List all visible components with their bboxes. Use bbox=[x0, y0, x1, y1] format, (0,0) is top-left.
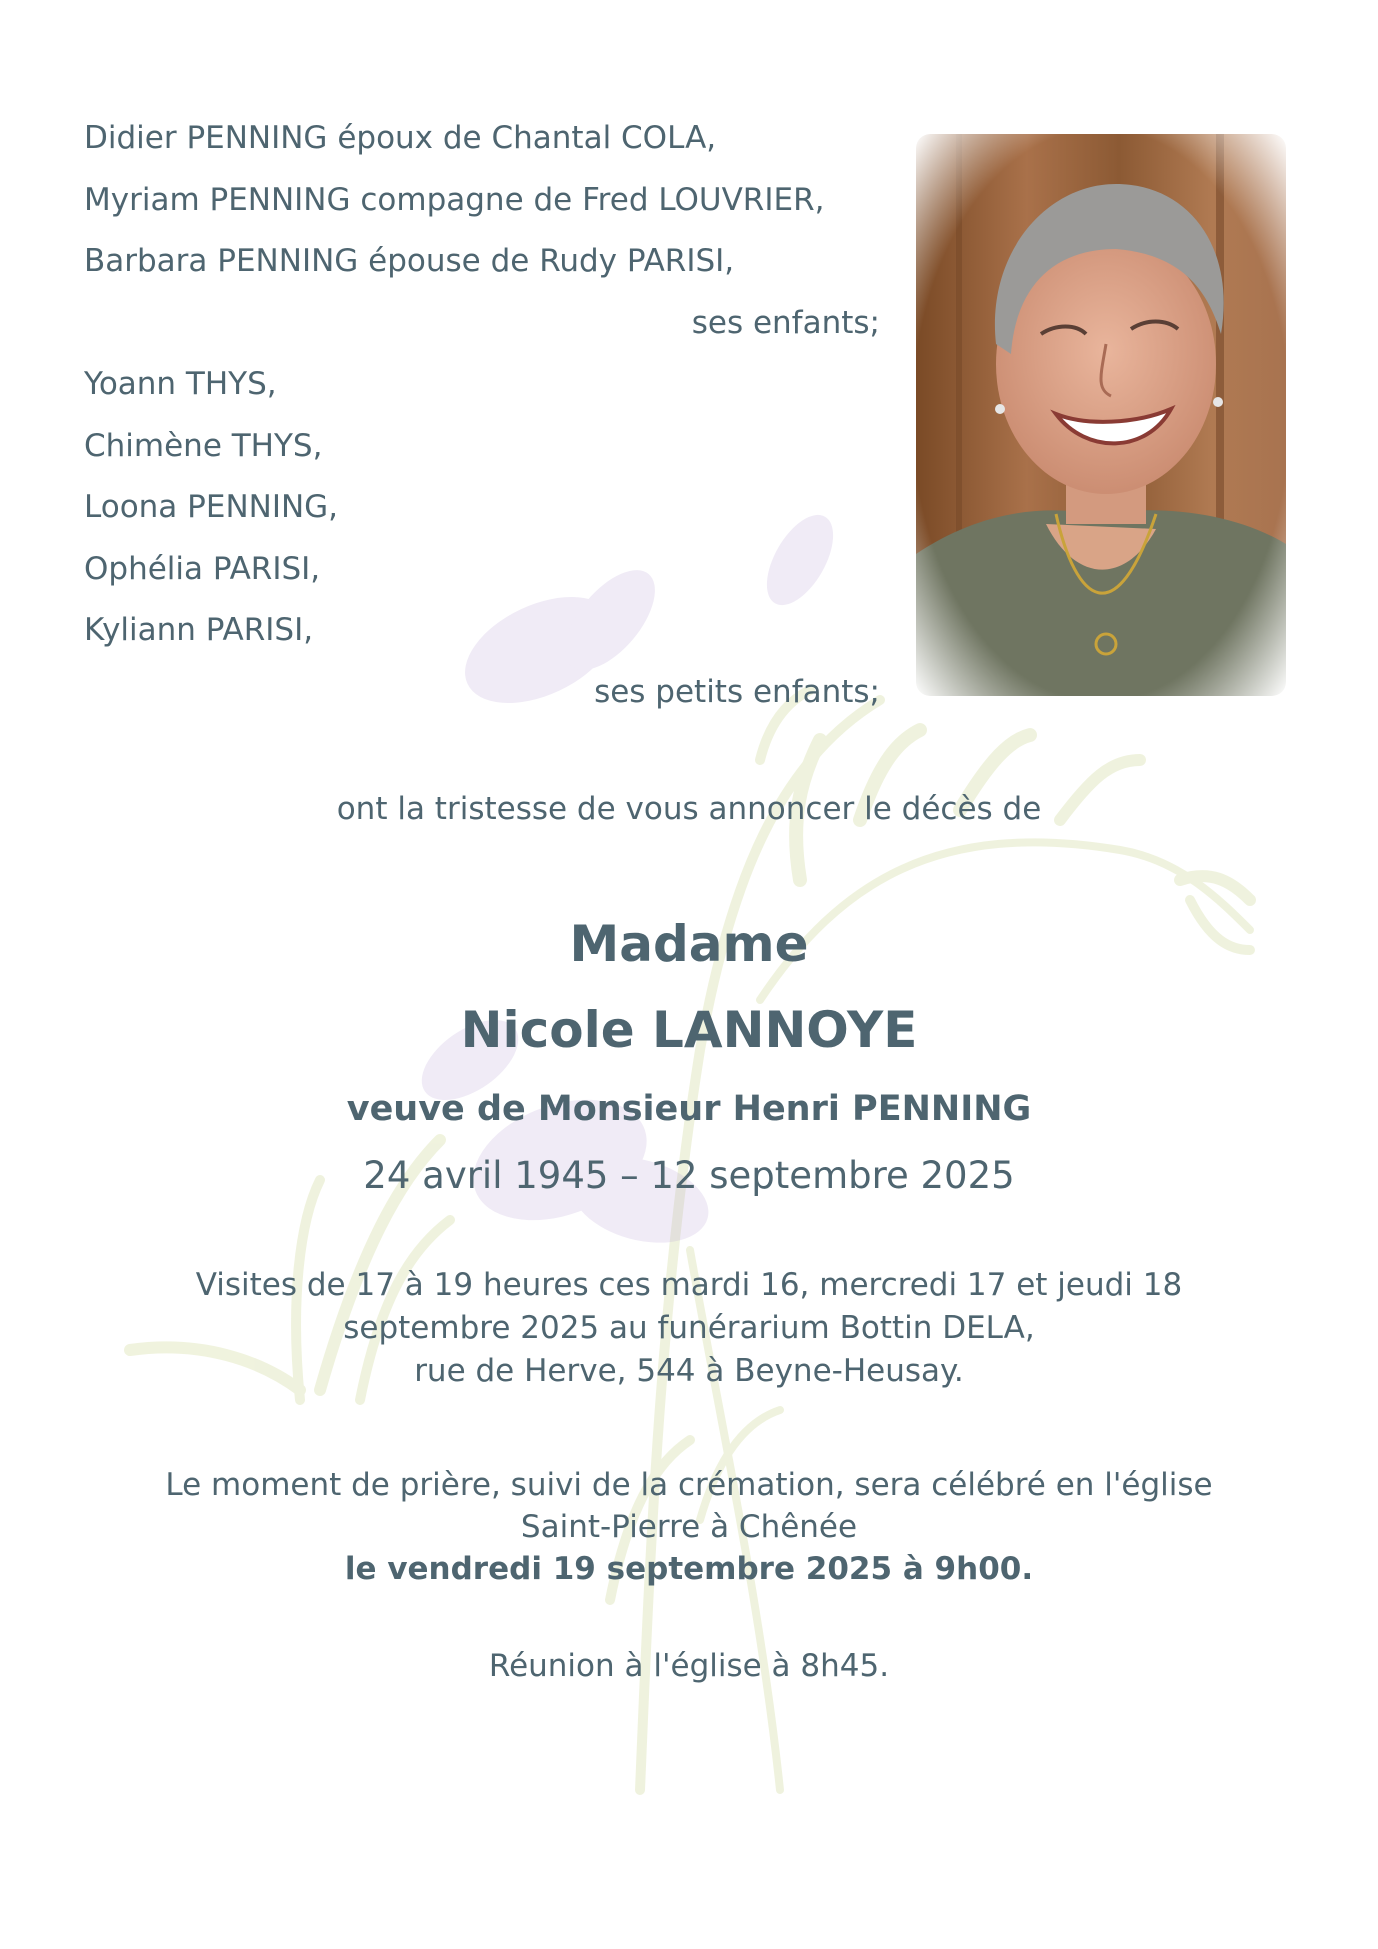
family-list bbox=[84, 108, 880, 723]
child-3: Barbara PENNING épouse de Rudy PARISI, bbox=[84, 243, 735, 279]
visits-line-1: Visites de 17 à 19 heures ces mardi 16, mercredi 17 et jeudi 18 bbox=[195, 1267, 1183, 1303]
deceased-title: Madame bbox=[569, 915, 809, 973]
announcement-text: ont la tristesse de vous annoncer le décès de bbox=[336, 791, 1042, 827]
ceremony-info bbox=[0, 1464, 1378, 1590]
grandchild-4: Ophélia PARISI, bbox=[84, 550, 321, 587]
grandchild-5: Kyliann PARISI, bbox=[84, 612, 314, 648]
ceremony-line-1: Le moment de prière, suivi de la crémation, sera célébré en l'église bbox=[165, 1467, 1213, 1503]
widow-of: veuve de Monsieur Henri PENNING bbox=[346, 1089, 1032, 1129]
children-label: ses enfants; bbox=[691, 304, 880, 341]
grandchild-2: Chimène THYS, bbox=[84, 427, 323, 464]
grandchildren-label: ses petits enfants; bbox=[594, 673, 880, 710]
child-2: Myriam PENNING compagne de Fred LOUVRIER, bbox=[84, 181, 825, 218]
ceremony-line-2: Saint-Pierre à Chênée bbox=[520, 1509, 858, 1545]
deceased-name: Nicole LANNOYE bbox=[460, 1001, 918, 1059]
visits-line-2: septembre 2025 au funérarium Bottin DELA, bbox=[343, 1310, 1035, 1346]
gathering-info: Réunion à l'église à 8h45. bbox=[488, 1648, 890, 1684]
visits-info bbox=[0, 1264, 1378, 1393]
ceremony-date-time: le vendredi 19 septembre 2025 à 9h00. bbox=[344, 1551, 1034, 1587]
portrait-photo bbox=[916, 134, 1286, 696]
grandchild-1: Yoann THYS, bbox=[84, 366, 277, 402]
life-dates: 24 avril 1945 – 12 septembre 2025 bbox=[363, 1154, 1015, 1197]
visits-line-3: rue de Herve, 544 à Beyne-Heusay. bbox=[414, 1353, 964, 1389]
child-1: Didier PENNING époux de Chantal COLA, bbox=[84, 120, 717, 156]
grandchild-3: Loona PENNING, bbox=[84, 489, 339, 525]
